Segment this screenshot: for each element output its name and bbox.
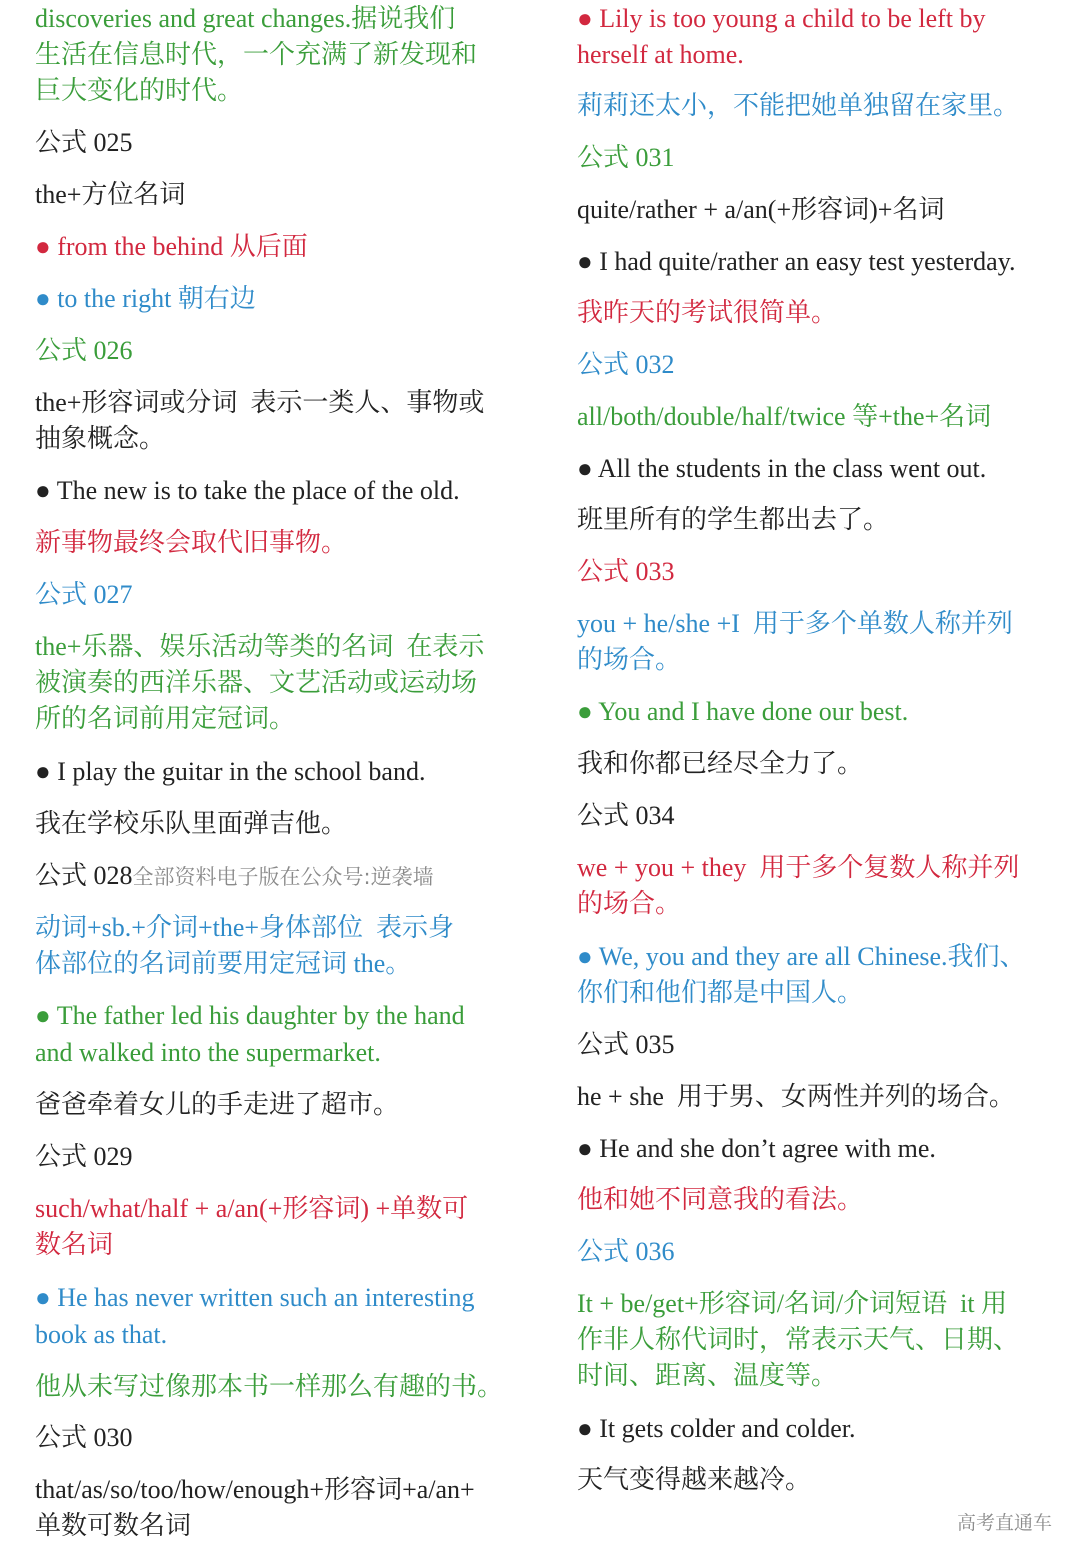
- formula-027-rule-line-1: the+乐器、娱乐活动等类的名词 在表示: [35, 632, 485, 661]
- formula-031-heading: 公式 031: [577, 143, 675, 172]
- formula-030-example-line-1: ● Lily is too young a child to be left by: [577, 4, 986, 33]
- formula-034-heading: 公式 034: [577, 801, 675, 830]
- formula-030-rule-line-1: that/as/so/too/how/enough+形容词+a/an+: [35, 1475, 475, 1504]
- intro-line-2: 生活在信息时代，一个充满了新发现和: [35, 40, 478, 69]
- formula-029-heading: 公式 029: [35, 1142, 133, 1171]
- formula-028-example-line-1: ● The father led his daughter by the hand: [35, 1001, 465, 1030]
- formula-034-example-line-1: ● We, you and they are all Chinese.我们、: [577, 942, 1026, 971]
- formula-026-translation: 新事物最终会取代旧事物。: [35, 528, 348, 557]
- formula-034-rule-line-1: we + you + they 用于多个复数人称并列: [577, 853, 1020, 882]
- formula-035-translation: 他和她不同意我的看法。: [577, 1185, 864, 1214]
- formula-029-example-line-1: ● He has never written such an interesting: [35, 1283, 475, 1312]
- formula-026-heading: 公式 026: [35, 336, 133, 365]
- formula-035-heading: 公式 035: [577, 1030, 675, 1059]
- formula-035-example: ● He and she don’t agree with me.: [577, 1134, 936, 1163]
- promo-note: 全部资料电子版在公众号:逆袭墙: [132, 865, 434, 889]
- formula-027-example: ● I play the guitar in the school band.: [35, 757, 426, 786]
- formula-032-example: ● All the students in the class went out.: [577, 454, 987, 483]
- formula-028-label: 公式 028: [35, 861, 133, 890]
- formula-025-example-2: ● to the right 朝右边: [35, 284, 256, 313]
- formula-036-translation: 天气变得越来越冷。: [577, 1465, 812, 1494]
- intro-line-3: 巨大变化的时代。: [35, 76, 244, 105]
- formula-031-example: ● I had quite/rather an easy test yesterday.: [577, 247, 1016, 276]
- formula-036-rule-line-1: It + be/get+形容词/名词/介词短语 it 用: [577, 1289, 1008, 1318]
- formula-033-rule-line-2: 的场合。: [577, 645, 682, 674]
- formula-030-rule-line-2: 单数可数名词: [35, 1511, 192, 1540]
- intro-line-1: discoveries and great changes.据说我们: [35, 4, 456, 33]
- formula-031-translation: 我昨天的考试很简单。: [577, 298, 838, 327]
- formula-033-example: ● You and I have done our best.: [577, 697, 909, 726]
- formula-030-translation: 莉莉还太小，不能把她单独留在家里。: [577, 91, 1020, 120]
- formula-031-rule: quite/rather + a/an(+形容词)+名词: [577, 195, 945, 224]
- formula-028-rule-line-2: 体部位的名词前要用定冠词 the。: [35, 949, 412, 978]
- formula-034-rule-line-2: 的场合。: [577, 889, 682, 918]
- formula-029-rule-line-1: such/what/half + a/an(+形容词) +单数可: [35, 1194, 469, 1223]
- formula-036-rule-line-3: 时间、距离、温度等。: [577, 1361, 838, 1390]
- formula-025-example-1: ● from the behind 从后面: [35, 232, 308, 261]
- formula-027-rule-line-3: 所的名词前用定冠词。: [35, 704, 296, 733]
- formula-032-rule: all/both/double/half/twice 等+the+名词: [577, 402, 992, 431]
- formula-029-example-line-2: book as that.: [35, 1320, 168, 1349]
- formula-032-heading: 公式 032: [577, 350, 675, 379]
- formula-028-rule-line-1: 动词+sb.+介词+the+身体部位 表示身: [35, 913, 455, 942]
- formula-030-heading: 公式 030: [35, 1423, 133, 1452]
- formula-025-rule: the+方位名词: [35, 180, 186, 209]
- formula-033-translation: 我和你都已经尽全力了。: [577, 749, 864, 778]
- formula-029-rule-line-2: 数名词: [35, 1230, 114, 1259]
- formula-025-heading: 公式 025: [35, 128, 133, 157]
- formula-033-rule-line-1: you + he/she +I 用于多个单数人称并列: [577, 609, 1013, 638]
- formula-026-rule-line-1: the+形容词或分词 表示一类人、事物或: [35, 388, 485, 417]
- formula-028-translation: 爸爸牵着女儿的手走进了超市。: [35, 1090, 400, 1119]
- formula-027-heading: 公式 027: [35, 580, 133, 609]
- formula-026-rule-line-2: 抽象概念。: [35, 424, 166, 453]
- formula-036-rule-line-2: 作非人称代词时，常表示天气、日期、: [577, 1325, 1020, 1354]
- formula-036-heading: 公式 036: [577, 1237, 675, 1266]
- formula-036-example: ● It gets colder and colder.: [577, 1414, 856, 1443]
- formula-035-rule: he + she 用于男、女两性并列的场合。: [577, 1082, 1015, 1111]
- formula-027-translation: 我在学校乐队里面弹吉他。: [35, 809, 348, 838]
- formula-026-example: ● The new is to take the place of the old.: [35, 476, 460, 505]
- formula-028-example-line-2: and walked into the supermarket.: [35, 1038, 381, 1067]
- formula-034-example-line-2: 你们和他们都是中国人。: [577, 978, 864, 1007]
- formula-030-example-line-2: herself at home.: [577, 40, 744, 69]
- formula-032-translation: 班里所有的学生都出去了。: [577, 505, 890, 534]
- formula-033-heading: 公式 033: [577, 557, 675, 586]
- formula-028-heading: [35, 857, 540, 896]
- watermark: 高考直通车: [956, 1512, 1052, 1534]
- formula-027-rule-line-2: 被演奏的西洋乐器、文艺活动或运动场: [35, 668, 478, 697]
- formula-029-translation: 他从未写过像那本书一样那么有趣的书。: [35, 1372, 504, 1401]
